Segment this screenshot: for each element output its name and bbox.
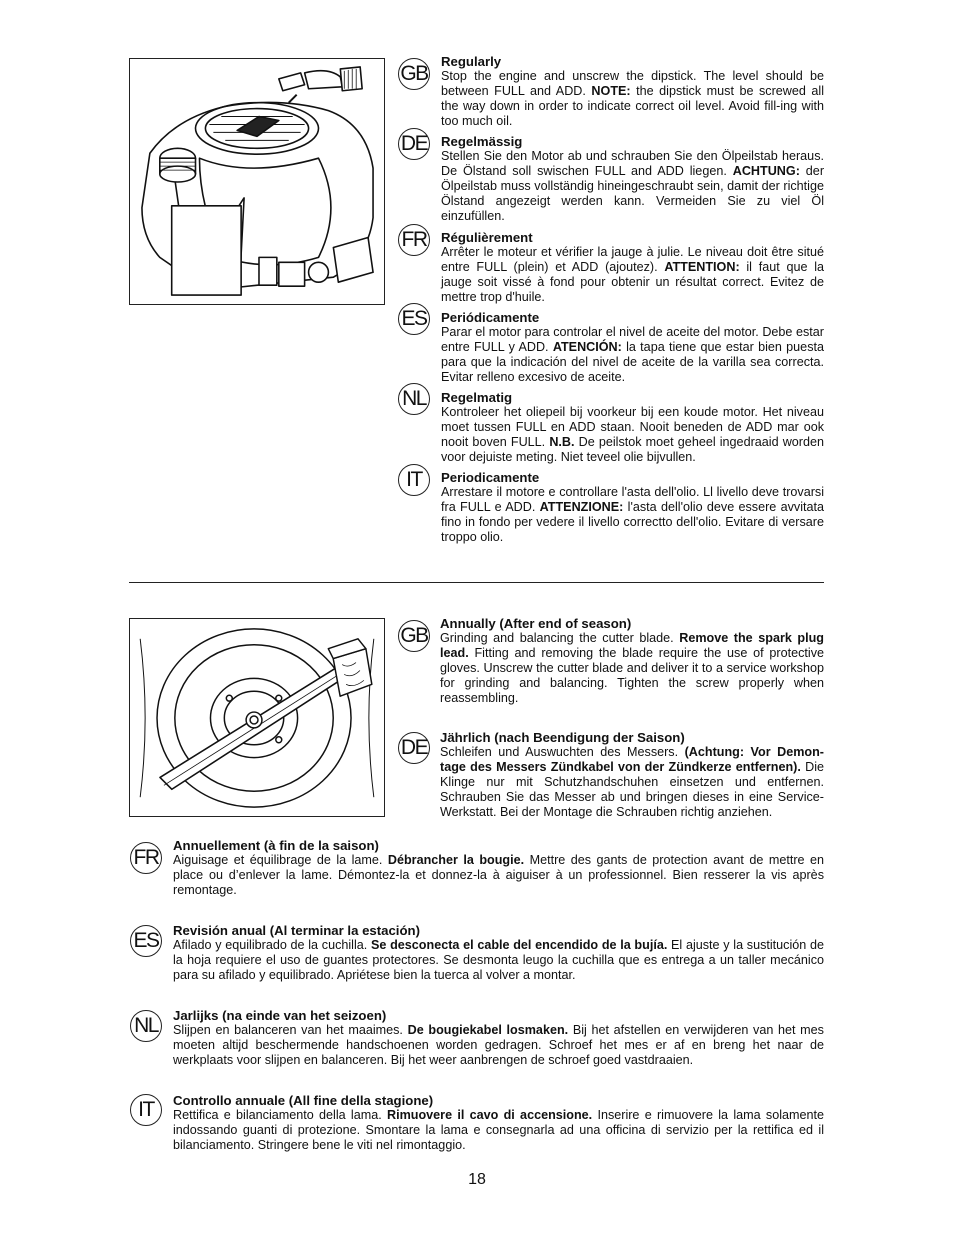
entry-text: Stellen Sie den Motor ab und schrauben Sie den Ölpeilstab heraus. De Ölstand soll swischen FULL and ADD liegen. (441, 149, 824, 178)
entry-body (441, 325, 824, 385)
entry-warning: NOTE: (591, 84, 631, 98)
blade-text-es (173, 923, 824, 983)
entry-warning: Débrancher la bougie. (387, 853, 525, 867)
entry-heading: Régulièrement (441, 230, 533, 245)
entry-text: Arrêter le moteur et vérifier la jauge à julie. Le niveau doit être situé entre FULL (plein) et ADD (ajoutez). (441, 245, 824, 274)
lang-badge-de-2: DE (398, 732, 430, 764)
entry-body (441, 405, 824, 465)
entry-warning: Se desconecta el cable del encendido de la bujía. (370, 938, 668, 952)
entry-body (173, 1023, 824, 1068)
entry-text: Bij het afstellen en verwijderen van het mes moeten altijd beschermende handschoenen worden gedragen. Schroef het mes er af en breng het naar de werkplaats voor slijpen en balanceren. Bij het weer aanbrengen de schroef goed vastdraaien. (173, 1023, 824, 1067)
oil-text-gb (441, 54, 824, 129)
entry-text: Arrestare il motore e controllare l'asta dell'olio. Ll livello deve trovarsi fra FULL e ADD. (441, 485, 824, 514)
entry-body (441, 69, 824, 129)
lang-badge-nl-2: NL (130, 1010, 162, 1042)
entry-warning: ATENCIÓN: (552, 340, 622, 354)
lang-badge-it: IT (398, 464, 430, 496)
blade-drawing (130, 619, 384, 816)
lang-badge-nl: NL (398, 383, 430, 415)
entry-heading: Regelmässig (441, 134, 523, 149)
entry-heading: Annuellement (à fin de la saison) (173, 838, 379, 853)
oil-text-de (441, 134, 824, 224)
lang-badge-de: DE (398, 128, 430, 160)
blade-text-de (440, 730, 824, 820)
entry-warning: ATTENZIONE: (539, 500, 624, 514)
entry-text: l'asta dell'olio deve essere avvitata fino in fondo per vedere il livello correctto dell'olio. Evitare di versare troppo olio. (441, 500, 825, 544)
entry-warning: N.B. (549, 435, 575, 449)
entry-heading: Revisión anual (Al terminar la estación) (173, 923, 420, 938)
engine-dipstick-illustration (129, 58, 385, 305)
entry-text: Inserire e rimuovere la lama solamente indossando guanti di protezione. Smontare la lama e consegnarla ad una officina di servizio per la rettifica ed il bilanciamento. Stringere bene le viti nel rimontaggio. (173, 1108, 824, 1152)
entry-text: Afilado y equilibrado de la cuchilla. (173, 938, 371, 952)
oil-text-es (441, 310, 824, 385)
entry-heading: Periodicamente (441, 470, 540, 485)
entry-warning: (Achtung: Vor Demon-tage des Messers Zündkabel von der Zündkerze entfernen). (440, 745, 824, 774)
entry-text: Parar el motor para controlar el nivel de aceite del motor. Debe estar entre FULL y ADD. (441, 325, 824, 354)
entry-text: la tapa tiene que estar bien puesta para que la indicación del nivel de aceite de la varilla sea correcta. Evitar relleno excesivo de aceite. (441, 340, 824, 384)
entry-warning: Remove the spark plug lead. (440, 631, 824, 660)
entry-body (440, 631, 824, 706)
page-number: 18 (468, 1171, 486, 1188)
entry-text: Slijpen en balanceren van het maaimes. (173, 1023, 408, 1037)
entry-warning: ATTENTION: (664, 260, 740, 274)
entry-body (173, 853, 824, 898)
entry-heading: Periódicamente (441, 310, 540, 325)
entry-heading: Jährlich (nach Beendigung der Saison) (440, 730, 685, 745)
lang-badge-es: ES (398, 303, 430, 335)
entry-heading: Annually (After end of season) (440, 616, 632, 631)
entry-text: Grinding and balancing the cutter blade. (440, 631, 680, 645)
entry-body (440, 745, 824, 820)
oil-text-fr (441, 230, 824, 305)
entry-heading: Regularly (441, 54, 502, 69)
lang-badge-it-2: IT (130, 1094, 162, 1126)
entry-warning: De bougiekabel losmaken. (407, 1023, 569, 1037)
entry-heading: Regelmatig (441, 390, 513, 405)
entry-text: the dipstick must be screwed all the way down in order to indicate correct oil level. Avoid fill-ing with too much oil. (441, 84, 824, 128)
entry-body (441, 485, 824, 545)
oil-text-nl (441, 390, 824, 465)
entry-text: il faut que la jauge soit vissé à fond pour obtenir un résultat correct. Evitez de mettre trop d'huile. (441, 260, 824, 304)
entry-body (173, 1108, 824, 1153)
lang-badge-fr: FR (398, 224, 430, 256)
entry-text: der Ölpeilstab muss vollständig hineingeschraubt sein, damit der richtige Ölstand angezeigt werden kann. Vermeiden Sie zu viel Öl einzufüllen. (441, 164, 825, 223)
lang-badge-gb: GB (398, 58, 430, 90)
lang-badge-fr-2: FR (130, 842, 162, 874)
entry-heading: Controllo annuale (All fine della stagione) (173, 1093, 434, 1108)
entry-body (441, 245, 824, 305)
blade-text-gb (440, 616, 824, 706)
entry-text: Kontroleer het oliepeil bij voorkeur bij een koude motor. Het niveau moet tussen FULL en ADD staan. Nooit beneden de ADD mar ook nooit boven FULL. (441, 405, 824, 449)
entry-warning: Rimuovere il cavo di accensione. (386, 1108, 593, 1122)
engine-drawing (130, 59, 384, 304)
oil-text-it (441, 470, 824, 545)
entry-body (441, 149, 824, 224)
entry-text: Stop the engine and unscrew the dipstick. The level should be between FULL and ADD. (441, 69, 824, 98)
entry-body (173, 938, 824, 983)
entry-text: Die Klinge nur mit Schutzhandschuhen einsetzen und entfernen. Schrauben Sie das Messer ab und bringen dieses in eine Service-Werkstatt. Bei der Montage die Schrauben richtig anziehen. (440, 760, 824, 819)
entry-text: De peilstok moet geheel ingedraaid worden voor dejuiste meting. Niet teveel olie bijvullen. (441, 435, 825, 464)
entry-text: El ajuste y la sustitución de la hoja requiere el uso de guantes protectores. Se desmonta leugo la cuchilla que es entrega a un taller mecánico para su afilado y equilibrado. Apriétese bien la tuerca al volver a montar. (173, 938, 824, 982)
entry-text: Mettre des gants de protection avant de mettre en place ou d’enlever la lame. Démontez-la et donnez-la à aiguiser à un professionnel. Bien resserer la vis après remontage. (173, 853, 825, 897)
blade-text-fr (173, 838, 824, 898)
blade-text-nl (173, 1008, 824, 1068)
cutter-blade-illustration (129, 618, 385, 817)
entry-text: Fitting and removing the blade require the use of protective gloves. Unscrew the cutter blade and deliver it to a service workshop for grinding and balancing. Tighten the screw properly when reassembling. (440, 646, 824, 705)
entry-warning: ACHTUNG: (732, 164, 800, 178)
entry-text: Rettifica e bilanciamento della lama. (173, 1108, 387, 1122)
section-divider (129, 582, 824, 583)
entry-text: Aiguisage et équilibrage de la lame. (173, 853, 388, 867)
entry-heading: Jarlijks (na einde van het seizoen) (173, 1008, 387, 1023)
lang-badge-es-2: ES (130, 925, 162, 957)
entry-text: Schleifen und Auswuchten des Messers. (440, 745, 685, 759)
lang-badge-gb-2: GB (398, 620, 430, 652)
blade-text-it (173, 1093, 824, 1153)
